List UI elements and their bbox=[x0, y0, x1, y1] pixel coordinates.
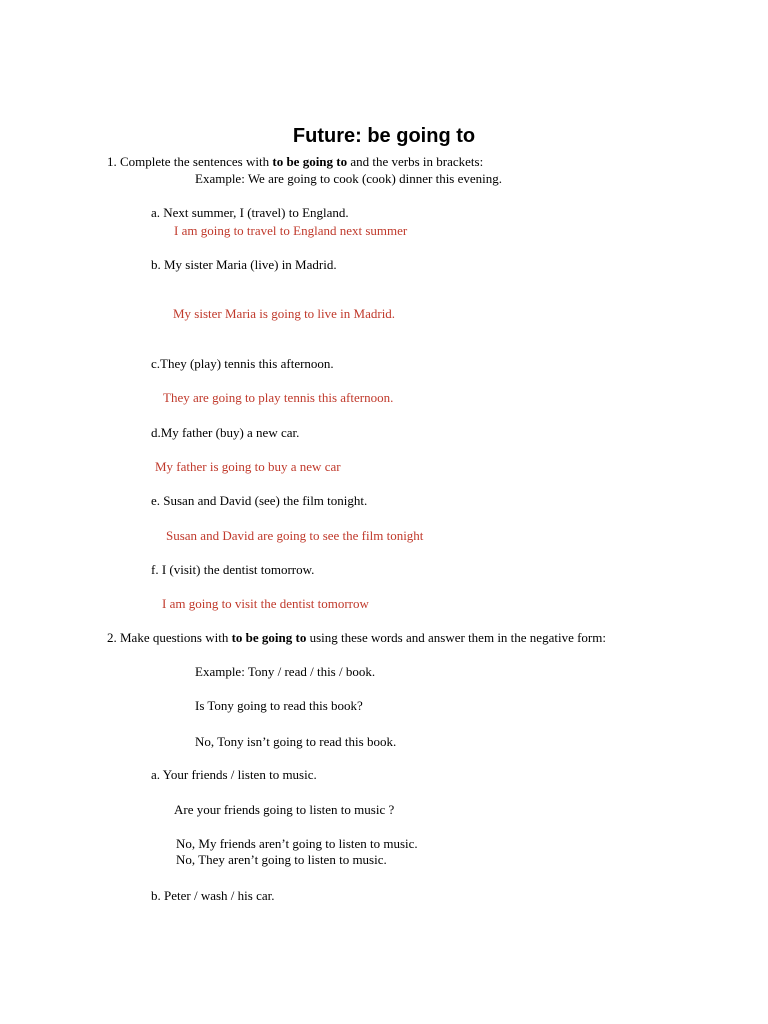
instruction-keyword: to be going to bbox=[231, 630, 307, 645]
exercise-1c-prompt: c.They (play) tennis this afternoon. bbox=[151, 356, 334, 371]
exercise-1f-prompt: f. I (visit) the dentist tomorrow. bbox=[151, 562, 315, 577]
section-1-instruction bbox=[107, 154, 483, 170]
exercise-1e-prompt: e. Susan and David (see) the film tonight. bbox=[151, 493, 368, 508]
instruction-keyword: to be going to bbox=[272, 154, 348, 169]
instruction-text: and the verbs in brackets: bbox=[347, 154, 484, 169]
exercise-2a-prompt: a. Your friends / listen to music. bbox=[151, 767, 317, 782]
instruction-text: using these words and answer them in the negative form: bbox=[306, 630, 606, 645]
exercise-1a-prompt: a. Next summer, I (travel) to England. bbox=[151, 205, 349, 220]
exercise-1d-prompt: d.My father (buy) a new car. bbox=[151, 425, 300, 440]
section-2-example-question: Is Tony going to read this book? bbox=[195, 698, 363, 713]
exercise-1c-answer: They are going to play tennis this afternoon. bbox=[163, 390, 394, 405]
section-2-example-answer: No, Tony isn’t going to read this book. bbox=[195, 734, 397, 749]
exercise-1f-answer: I am going to visit the dentist tomorrow bbox=[162, 596, 369, 611]
exercise-1a-answer: I am going to travel to England next summer bbox=[174, 223, 408, 238]
section-2-example-label: Example: Tony / read / this / book. bbox=[195, 664, 376, 679]
exercise-2b-prompt: b. Peter / wash / his car. bbox=[151, 888, 275, 903]
section-2-instruction bbox=[107, 630, 606, 646]
page-title: Future: be going to bbox=[292, 125, 476, 147]
instruction-text: 1. Complete the sentences with bbox=[107, 154, 273, 169]
exercise-1d-answer: My father is going to buy a new car bbox=[155, 459, 341, 474]
instruction-text: 2. Make questions with bbox=[107, 630, 232, 645]
exercise-1b-prompt: b. My sister Maria (live) in Madrid. bbox=[151, 257, 337, 272]
exercise-2a-answer-2: No, They aren’t going to listen to music. bbox=[176, 852, 387, 867]
exercise-1b-answer: My sister Maria is going to live in Madrid. bbox=[173, 306, 396, 321]
exercise-2a-question: Are your friends going to listen to music ? bbox=[174, 802, 395, 817]
exercise-1e-answer: Susan and David are going to see the film tonight bbox=[166, 528, 424, 543]
exercise-2a-answer-1: No, My friends aren’t going to listen to music. bbox=[176, 836, 418, 851]
section-1-example: Example: We are going to cook (cook) dinner this evening. bbox=[195, 171, 503, 186]
